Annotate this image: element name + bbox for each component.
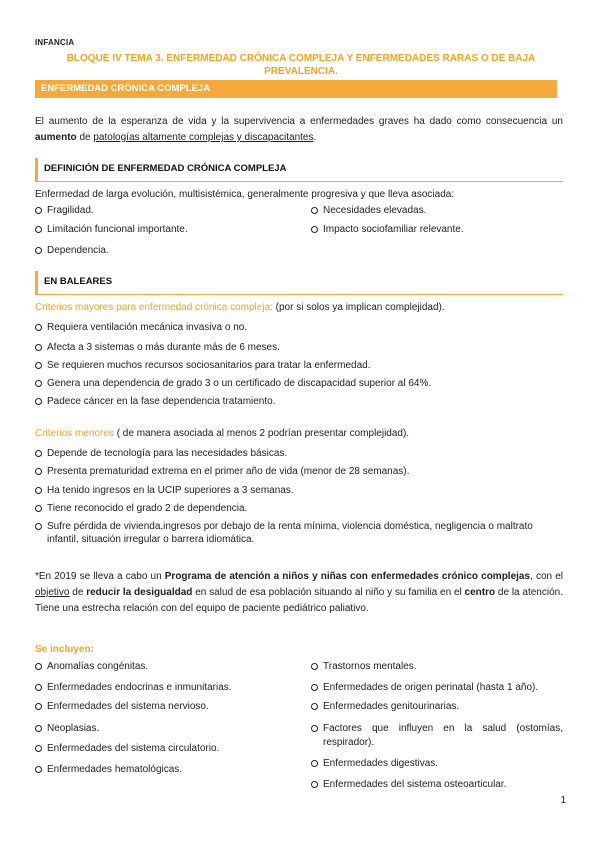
circle-bullet-icon bbox=[35, 247, 42, 254]
list-item: Padece cáncer en la fase dependencia tratamiento. bbox=[35, 395, 276, 409]
circle-bullet-icon bbox=[35, 505, 42, 512]
list-item: Trastornos mentales. bbox=[311, 660, 417, 674]
definition-lead: Enfermedad de larga evolución, multisistémica, generalmente progresiva y que lleva asociada: bbox=[35, 189, 455, 200]
circle-bullet-icon bbox=[35, 523, 42, 530]
list-item: Enfermedades digestivas. bbox=[311, 757, 438, 771]
list-item: Impacto sociofamiliar relevante. bbox=[311, 223, 464, 237]
circle-bullet-icon bbox=[311, 781, 318, 788]
list-item: Genera una dependencia de grado 3 o un certificado de discapacidad superior al 64%. bbox=[35, 377, 431, 391]
circle-bullet-icon bbox=[35, 725, 42, 732]
section-banner: ENFERMEDAD CRÓNICA COMPLEJA bbox=[35, 80, 557, 98]
list-item: Presenta prematuridad extrema en el primer año de vida (menor de 28 semanas). bbox=[35, 465, 409, 479]
list-item: Fragilidad. bbox=[35, 204, 94, 218]
page-title: BLOQUE IV TEMA 3. ENFERMEDAD CRÓNICA COMPLEJA Y ENFERMEDADES RARAS O DE BAJA PREVALENCIA. bbox=[66, 53, 536, 77]
circle-bullet-icon bbox=[35, 380, 42, 387]
minor-criteria-lead: Criterios menores ( de manera asociada al menos 2 podrían presentar complejidad). bbox=[35, 428, 410, 439]
baleares-heading: EN BALEARES bbox=[35, 271, 563, 295]
circle-bullet-icon bbox=[35, 487, 42, 494]
page-number: 1 bbox=[560, 795, 566, 806]
list-item: Enfermedades del sistema osteoarticular. bbox=[311, 778, 506, 792]
list-item: Sufre pérdida de vivienda,ingresos por debajo de la renta mínima, violencia doméstica, negligencia o maltrato infantil, situación irregular o barrera idiomática. bbox=[35, 520, 563, 546]
list-item: Dependencia. bbox=[35, 244, 109, 258]
list-item: Ha tenido ingresos en la UCIP superiores a 3 semanas. bbox=[35, 484, 294, 498]
circle-bullet-icon bbox=[311, 207, 318, 214]
list-item: Enfermedades hematológicas. bbox=[35, 763, 182, 777]
circle-bullet-icon bbox=[311, 684, 318, 691]
header-tag: INFANCIA bbox=[35, 38, 75, 47]
circle-bullet-icon bbox=[35, 226, 42, 233]
circle-bullet-icon bbox=[35, 663, 42, 670]
list-item: Depende de tecnología para las necesidades básicas. bbox=[35, 447, 287, 461]
circle-bullet-icon bbox=[35, 450, 42, 457]
circle-bullet-icon bbox=[35, 684, 42, 691]
list-item: Enfermedades de origen perinatal (hasta 1 año). bbox=[311, 681, 538, 695]
list-item: Tiene reconocido el grado 2 de dependencia. bbox=[35, 502, 247, 516]
circle-bullet-icon bbox=[35, 703, 42, 710]
circle-bullet-icon bbox=[35, 344, 42, 351]
list-item: Necesidades elevadas. bbox=[311, 204, 426, 218]
list-item: Enfermedades endocrinas e inmunitarias. bbox=[35, 681, 232, 695]
includes-heading: Se incluyen: bbox=[35, 644, 94, 655]
circle-bullet-icon bbox=[35, 766, 42, 773]
program-paragraph: *En 2019 se lleva a cabo un Programa de atención a niños y niñas con enfermedades crónico complejas, con el objetivo de reducir la desigualdad en salud de esa población situando al niño y su familia en el centro de la atención. Tiene una estrecha relación con del equipo de paciente pediátrico paliativo. bbox=[35, 571, 563, 614]
circle-bullet-icon bbox=[35, 362, 42, 369]
circle-bullet-icon bbox=[311, 663, 318, 670]
major-criteria-lead: Criterios mayores para enfermedad crónica compleja: (por si solos ya implican complejidad). bbox=[35, 302, 445, 313]
circle-bullet-icon bbox=[311, 760, 318, 767]
circle-bullet-icon bbox=[35, 207, 42, 214]
circle-bullet-icon bbox=[35, 468, 42, 475]
circle-bullet-icon bbox=[35, 398, 42, 405]
circle-bullet-icon bbox=[35, 745, 42, 752]
circle-bullet-icon bbox=[311, 226, 318, 233]
list-item: Afecta a 3 sistemas o más durante más de 6 meses. bbox=[35, 341, 280, 355]
list-item: Limitación funcional importante. bbox=[35, 223, 188, 237]
circle-bullet-icon bbox=[35, 324, 42, 331]
intro-paragraph: El aumento de la esperanza de vida y la supervivencia a enfermedades graves ha dado como consecuencia un aumento de patologías altamente complejas y discapacitantes. bbox=[35, 116, 563, 143]
list-item: Enfermedades del sistema nervioso. bbox=[35, 700, 209, 714]
list-item: Enfermedades genitourinarias. bbox=[311, 700, 459, 714]
list-item: Requiera ventilación mecánica invasiva o no. bbox=[35, 321, 247, 335]
definition-heading: DEFINICIÓN DE ENFERMEDAD CRÓNICA COMPLEJA bbox=[35, 158, 563, 182]
circle-bullet-icon bbox=[311, 703, 318, 710]
list-item: Enfermedades del sistema circulatorio. bbox=[35, 742, 219, 756]
list-item: Neoplasias. bbox=[35, 722, 99, 736]
list-item: Se requieren muchos recursos sociosanitarios para tratar la enfermedad. bbox=[35, 359, 371, 373]
circle-bullet-icon bbox=[311, 725, 318, 732]
list-item: Anomalías congénitas. bbox=[35, 660, 148, 674]
list-item: Factores que influyen en la salud (ostomías, respirador). bbox=[311, 722, 563, 750]
